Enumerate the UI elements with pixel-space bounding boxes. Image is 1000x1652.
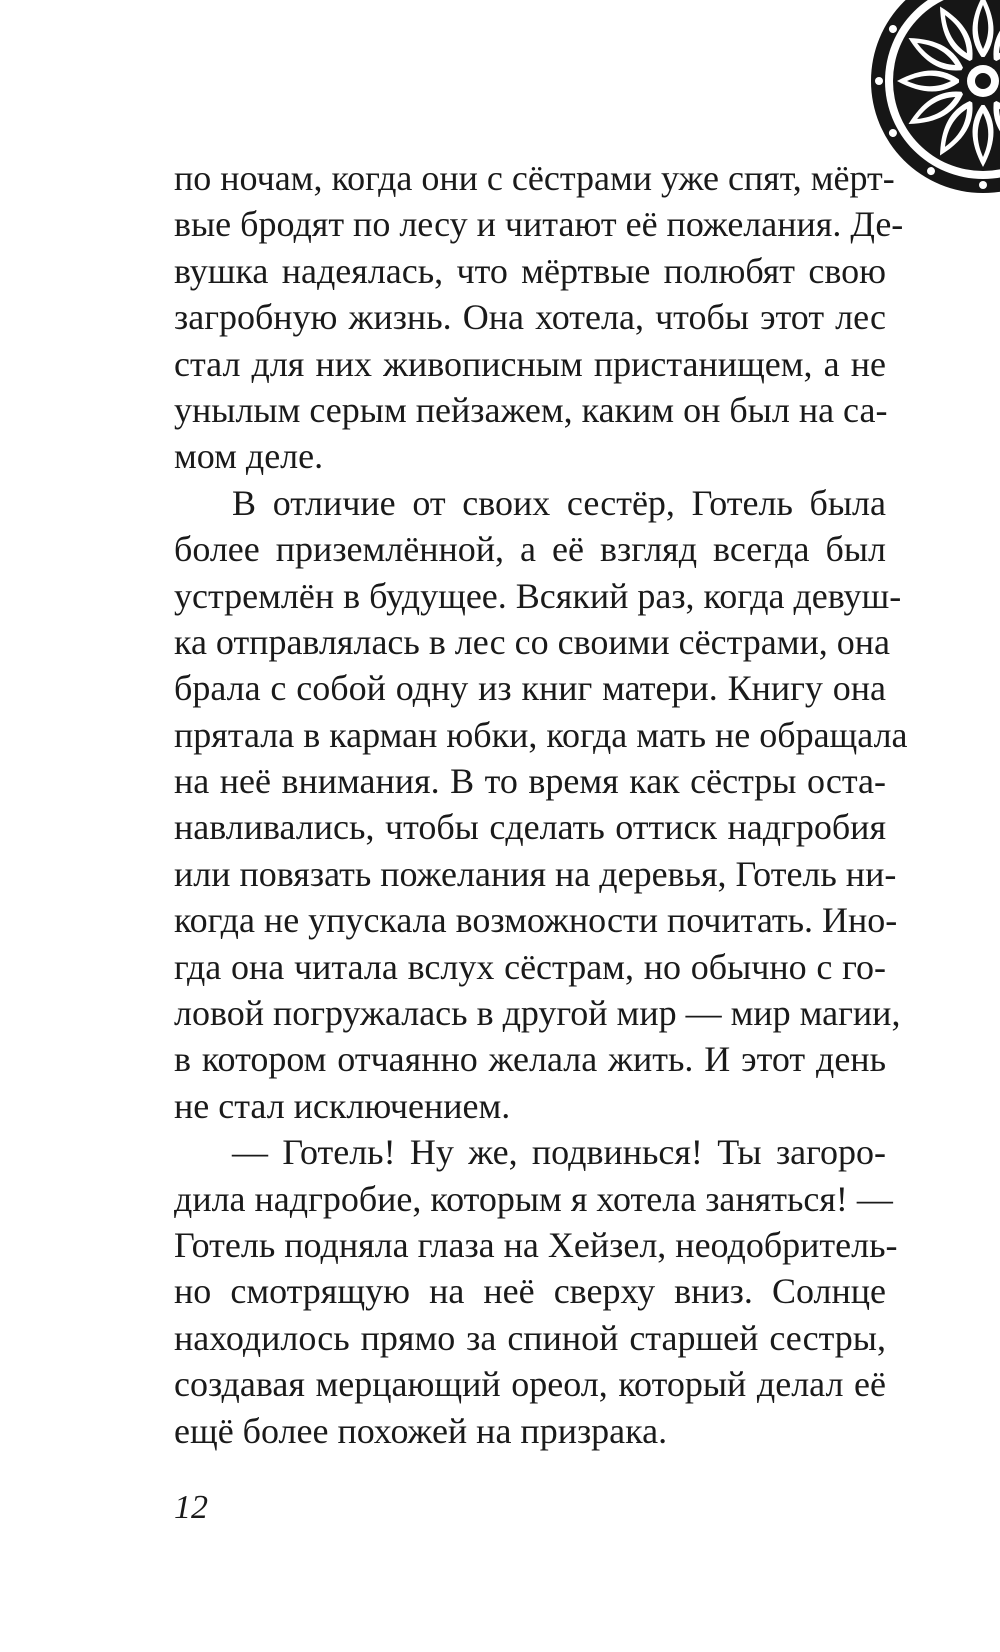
text-line: вые бродят по лесу и читают её пожелания. Де- <box>174 204 904 245</box>
text-line: более приземлённой, а её взгляд всегда был <box>174 529 886 570</box>
text-line: не стал исключением. <box>174 1085 511 1126</box>
paragraph-3 <box>174 1129 898 1454</box>
text-line: прятала в карман юбки, когда мать не обращала <box>174 714 908 755</box>
text-line: дила надгробие, которым я хотела заняться! — <box>174 1178 893 1219</box>
text-line: когда не упускала возможности почитать. Ино- <box>174 900 898 941</box>
text-line: или повязать пожелания на деревья, Готель ни- <box>174 853 897 894</box>
text-line: вушка надеялась, что мёртвые полюбят свою <box>174 250 886 291</box>
text-line: навливались, чтобы сделать оттиск надгробия <box>174 807 886 848</box>
text-line: — Готель! Ну же, подвинься! Ты загоро- <box>232 1132 886 1173</box>
text-line: в котором отчаянно желала жить. И этот день <box>174 1039 886 1080</box>
paragraph-2 <box>174 480 908 1129</box>
text-line: В отличие от своих сестёр, Готель была <box>232 482 886 523</box>
text-line: по ночам, когда они с сёстрами уже спят, мёрт- <box>174 158 895 198</box>
text-line: стал для них живописным пристанищем, а не <box>174 343 886 384</box>
page-number: 12 <box>174 1489 208 1526</box>
text-line: мом деле. <box>174 436 324 477</box>
text-line: ещё более похожей на призрака. <box>174 1410 668 1451</box>
paragraph-1 <box>174 155 904 480</box>
text-line: ка отправлялась в лес со своими сёстрами, она <box>174 621 891 662</box>
text-line: создавая мерцающий ореол, который делал её <box>174 1364 886 1405</box>
text-line: ловой погружалась в другой мир — мир магии, <box>174 993 901 1034</box>
text-line: унылым серым пейзажем, каким он был на са- <box>174 389 888 430</box>
text-line: устремлён в будущее. Всякий раз, когда девуш- <box>174 575 902 616</box>
body-text <box>174 155 908 1454</box>
text-line: находилось прямо за спиной старшей сестры, <box>174 1317 886 1358</box>
text-line: гда она читала вслух сёстрам, но обычно с го- <box>174 946 886 987</box>
text-line: брала с собой одну из книг матери. Книгу она <box>174 668 886 709</box>
text-line: загробную жизнь. Она хотела, чтобы этот лес <box>174 297 886 338</box>
text-line: на неё внимания. В то время как сёстры оста- <box>174 761 886 802</box>
text-line: но смотрящую на неё сверху вниз. Солнце <box>174 1271 886 1312</box>
text-line: Готель подняла глаза на Хейзел, неодобритель- <box>174 1224 898 1265</box>
